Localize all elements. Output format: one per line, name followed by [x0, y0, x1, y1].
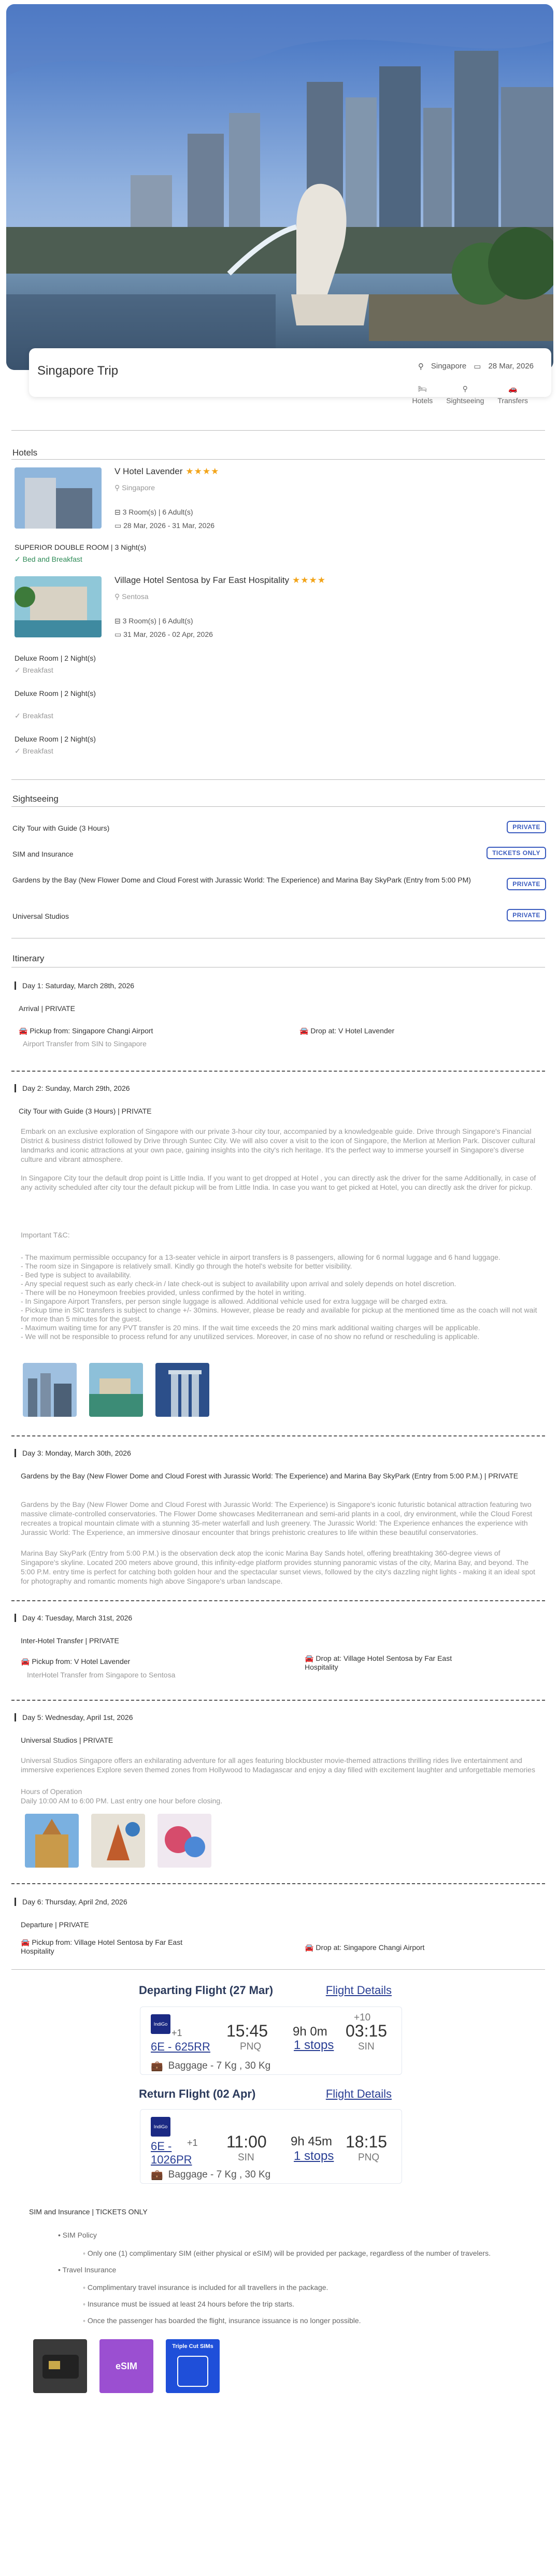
flight-duration: 9h 45m	[291, 2134, 333, 2148]
flight-details-link[interactable]: Flight Details	[325, 1984, 392, 1997]
divider	[11, 430, 545, 431]
tour-photo	[89, 1363, 143, 1417]
arrival-code: SIN	[358, 2041, 375, 2052]
return-flight-card	[140, 2109, 402, 2184]
hotels-heading: Hotels	[12, 448, 38, 458]
flight-heading: Return Flight (02 Apr)	[139, 2087, 256, 2100]
divider	[11, 1969, 545, 1970]
sim-insurance-title: SIM and Insurance | TICKETS ONLY	[29, 2208, 148, 2216]
car-icon: 🚗	[508, 385, 518, 393]
calendar-icon: ▭	[474, 362, 481, 371]
drop: 🚘 Drop at: V Hotel Lavender	[299, 1027, 395, 1035]
divider	[11, 779, 545, 780]
hotel-image	[15, 467, 102, 529]
flight-duration: 9h 0m	[293, 2025, 327, 2039]
pickup: 🚘 Pickup from: Village Hotel Sentosa by Far East Hospitality	[21, 1938, 183, 1955]
sim-policy-label: • SIM Policy	[58, 2231, 97, 2239]
check-icon: ✓	[15, 711, 23, 720]
pickup: 🚘 Pickup from: Singapore Changi Airport	[19, 1027, 153, 1035]
departing-flight-header	[139, 1984, 392, 1999]
activity-photo	[91, 1814, 145, 1868]
hotel-name: V Hotel Lavender ★★★★	[115, 466, 220, 476]
baggage: 💼 Baggage - 7 Kg , 30 Kg	[151, 2060, 271, 2072]
car-icon: 🚘	[305, 1654, 316, 1662]
arrival-time: 03:15	[346, 2022, 388, 2040]
car-icon: 🚘	[21, 1657, 32, 1666]
included-services	[412, 385, 528, 405]
meal-plan: ✓ Breakfast	[15, 666, 53, 674]
day-divider	[11, 1883, 545, 1884]
service-sightseeing: ⚲ Sightseeing	[446, 385, 484, 405]
tour-photo	[23, 1363, 77, 1417]
star-rating: ★★★★	[185, 466, 220, 476]
hero-image	[6, 4, 553, 370]
location-pin-icon: ⚲	[115, 592, 122, 601]
bed-icon: ⊟	[115, 617, 123, 625]
activity-photo	[158, 1814, 211, 1868]
activity-title: Universal Studios | PRIVATE	[21, 1736, 113, 1744]
room-type: Deluxe Room | 2 Night(s)	[15, 654, 96, 662]
hotel-area: ⚲ Sentosa	[115, 592, 149, 601]
room-type: SUPERIOR DOUBLE ROOM | 3 Night(s)	[15, 543, 147, 551]
itinerary-heading: Itinerary	[12, 953, 45, 963]
private-badge: PRIVATE	[507, 909, 546, 921]
stops-link[interactable]: 1 stops	[294, 2038, 334, 2052]
day-divider	[11, 1435, 545, 1436]
service-transfers: 🚗 Transfers	[497, 385, 528, 405]
departure-code: PNQ	[240, 2041, 262, 2052]
insurance-item: ◦ Complimentary travel insurance is included for all travellers in the package.	[83, 2283, 328, 2292]
day-divider	[11, 1071, 545, 1072]
day-label: Day 1: Saturday, March 28th, 2026	[15, 981, 134, 990]
check-icon: ✓	[15, 666, 23, 674]
bed-icon: ⊟	[115, 508, 123, 516]
departure-time: 15:45	[226, 2022, 268, 2040]
activity-title: Departure | PRIVATE	[21, 1920, 89, 1929]
transfer-note: InterHotel Transfer from Singapore to Sentosa	[27, 1671, 176, 1679]
flight-heading: Departing Flight (27 Mar)	[139, 1984, 274, 1997]
car-icon: 🚘	[21, 1938, 32, 1946]
activity-note: In Singapore City tour the default drop point is Little India. If you want to get dropped at Hotel , you can directly ask the driver for the same Additionally, in case of any activity scheduled after city tour the default pickup will be from Little India. In case you want to get picked at Hotel, you can directly ask the driver for pickup.	[21, 1174, 536, 1191]
pickup: 🚘 Pickup from: V Hotel Lavender	[21, 1657, 131, 1666]
day-label: Day 3: Monday, March 30th, 2026	[15, 1449, 131, 1457]
plus-day: +1	[171, 2028, 182, 2038]
day-divider	[11, 1600, 545, 1601]
insurance-item: ◦ Insurance must be issued at least 24 hours before the trip starts.	[83, 2300, 295, 2308]
meal-plan: ✓ Breakfast	[15, 711, 53, 720]
day-label: Day 2: Sunday, March 29th, 2026	[15, 1084, 130, 1092]
day-label: Day 5: Wednesday, April 1st, 2026	[15, 1713, 133, 1721]
location-pin-icon: ⚲	[115, 483, 122, 492]
hotel-dates: ▭ 28 Mar, 2026 - 31 Mar, 2026	[115, 521, 215, 530]
day-label: Day 6: Thursday, April 2nd, 2026	[15, 1898, 127, 1906]
private-badge: PRIVATE	[507, 878, 546, 890]
meal-plan: ✓ Bed and Breakfast	[15, 555, 82, 563]
room-type: Deluxe Room | 2 Night(s)	[15, 735, 96, 743]
divider	[11, 459, 545, 460]
room-type: Deluxe Room | 2 Night(s)	[15, 689, 96, 698]
hotel-name: Village Hotel Sentosa by Far East Hospitality ★★★★	[115, 575, 326, 585]
activity-description: Gardens by the Bay (New Flower Dome and Cloud Forest with Jurassic World: The Experience) is Singapore's iconic futuristic botanical attraction featuring two massive climate-controlled conservatories. The Flower Dome showcases Mediterranean and semi-arid plants in a cool, dry environment, while the Cloud Forest recreates a tropical mountain climate with a stunning 35-meter waterfall and lush greenery. The Jurassic World: The Experience enhances the experience with Jurassic World: The Experience, an immersive dinosaur encounter that brings prehistoric creatures to life within these beautiful conservatories.	[21, 1500, 533, 1536]
indigo-logo: IndiGo	[151, 2014, 170, 2034]
triple-cut-sim-image: Triple Cut SIMs	[166, 2339, 220, 2393]
hours: Daily 10:00 AM to 6:00 PM. Last entry one hour before closing.	[21, 1797, 223, 1805]
divider	[11, 806, 545, 807]
sightseeing-heading: Sightseeing	[12, 794, 59, 804]
return-flight-header	[139, 2087, 392, 2103]
location-pin-icon: ⚲	[418, 362, 424, 371]
day-offset: +10	[354, 2012, 371, 2023]
hotel-area: ⚲ Singapore	[115, 483, 155, 492]
arrival-code: PNQ	[358, 2152, 380, 2163]
bed-icon: 🛏	[418, 385, 427, 393]
activity-title: City Tour with Guide (3 Hours) | PRIVATE	[19, 1107, 152, 1115]
day-divider	[11, 1700, 545, 1701]
sightseeing-item: Gardens by the Bay (New Flower Dome and Cloud Forest with Jurassic World: The Experience) and Marina Bay SkyPark (Entry from 5:00 PM) PRIVATE	[12, 875, 546, 885]
esim-image: eSIM	[99, 2339, 153, 2393]
calendar-icon: ▭	[115, 630, 124, 638]
departing-flight-card	[140, 2006, 402, 2075]
tickets-only-badge: TICKETS ONLY	[487, 847, 546, 859]
hotel-rooms: ⊟ 3 Room(s) | 6 Adult(s)	[115, 508, 193, 516]
tc-list: - The maximum permissible occupancy for a 13-seater vehicle in airport transfers is 8 passengers, allowing for 6 normal luggage and 6 hand luggage. - The room size in Singapore is relatively small. Kindly go through the hotel's website for better visibility. - Bed type is subject to availability. - Any special request such as early check-in / late check-out is subject to availability upon arrival and solely depends on hotel discretion. - There will be no Honeymoon freebies provided, unless confirmed by the hotel in writing. - In Singapore Airport Transfers, per person single luggage is allowed. Additional vehicle used for extra luggage will be charged extra. - Pickup time in SIC transfers is subject to change +/- 30mins. However, please be ready and available for pickup at the mentioned time as the coach will not wait for more than 5 minutes for the guest. - Maximum waiting time for any PVT transfer is 20 mins. If the wait time exceeds the 20 mins mark additional waiting charges will be applicable. - We will not be responsible to process refund for any unutilized services. Moreover, in case of no show no refund or rescheduling is applicable.	[21, 1253, 537, 1341]
tour-photo	[155, 1363, 209, 1417]
activity-photo	[25, 1814, 79, 1868]
activity-description: Universal Studios Singapore offers an exhilarating adventure for all ages featuring blockbuster movie-themed attractions thrilling rides live entertainment and immersive experiences Explore seven themed zones from Hollywood to Madagascar and enjoy a day filled with excitement laughter and unforgettable memories	[21, 1756, 535, 1774]
hours-label: Hours of Operation	[21, 1787, 82, 1796]
service-hotels: 🛏 Hotels	[412, 385, 433, 405]
binoculars-icon: ⚲	[462, 385, 468, 393]
activity-description: Marina Bay SkyPark (Entry from 5:00 P.M.) is the observation deck atop the iconic Marina Bay Sands hotel, offering breathtaking 360-degree views of Singapore's skyline. Located 200 meters above ground, this infinity-edge platform provides stunning panoramic vistas of the city, Marina Bay, and beyond. The 5:00 P.M. entry time is perfect for catching both golden hour and the spectacular sunset views, followed by the city's dazzling night lights - making it an ideal spot for photography and romantic moments high above Singapore's urban landscape.	[21, 1549, 536, 1585]
insurance-item: ◦ Once the passenger has boarded the flight, insurance issuance is no longer possible.	[83, 2316, 361, 2325]
star-rating: ★★★★	[292, 575, 326, 585]
sightseeing-item: Universal Studios PRIVATE	[12, 912, 546, 920]
check-icon: ✓	[15, 747, 23, 755]
private-badge: PRIVATE	[507, 821, 546, 833]
drop: 🚘 Drop at: Village Hotel Sentosa by Far East Hospitality	[305, 1654, 452, 1671]
trip-date: 28 Mar, 2026	[488, 362, 534, 371]
departure-code: SIN	[238, 2152, 254, 2163]
indigo-logo: IndiGo	[151, 2117, 170, 2137]
trip-title: Singapore Trip	[37, 364, 119, 378]
car-icon: 🚘	[19, 1027, 30, 1035]
sim-policy-item: ◦ Only one (1) complimentary SIM (either physical or eSIM) will be provided per package, regardless of the number of travelers.	[83, 2249, 491, 2257]
activity-title: Inter-Hotel Transfer | PRIVATE	[21, 1636, 119, 1645]
drop: 🚘 Drop at: Singapore Changi Airport	[305, 1943, 425, 1952]
flight-number: 6E - 625RR	[151, 2040, 210, 2053]
trip-location: Singapore	[431, 362, 467, 371]
hotel-rooms: ⊟ 3 Room(s) | 6 Adult(s)	[115, 617, 193, 625]
day-label: Day 4: Tuesday, March 31st, 2026	[15, 1614, 132, 1622]
departure-time: 11:00	[226, 2132, 267, 2151]
hotel-dates: ▭ 31 Mar, 2026 - 02 Apr, 2026	[115, 630, 213, 638]
sightseeing-item: SIM and Insurance TICKETS ONLY	[12, 850, 546, 858]
tc-heading: Important T&C:	[21, 1231, 70, 1239]
travel-insurance-label: • Travel Insurance	[58, 2266, 117, 2274]
check-icon: ✓	[15, 555, 23, 563]
baggage: 💼 Baggage - 7 Kg , 30 Kg	[151, 2169, 271, 2181]
luggage-icon: 💼	[151, 2170, 163, 2181]
car-icon: 🚘	[299, 1027, 311, 1035]
stops-link[interactable]: 1 stops	[294, 2149, 334, 2163]
flight-number: 6E - 1026PR	[151, 2140, 192, 2166]
transfer-note: Airport Transfer from SIN to Singapore	[23, 1040, 147, 1048]
activity-title: Gardens by the Bay (New Flower Dome and Cloud Forest with Jurassic World: The Experience) and Marina Bay SkyPark (Entry from 5:00 P.M.) | PRIVATE	[21, 1472, 519, 1480]
sim-card-photo	[33, 2339, 87, 2393]
sightseeing-item: City Tour with Guide (3 Hours) PRIVATE	[12, 824, 546, 832]
car-icon: 🚘	[305, 1943, 316, 1952]
flight-details-link[interactable]: Flight Details	[325, 2087, 392, 2100]
hotel-image	[15, 576, 102, 637]
arrival-time: 18:15	[346, 2132, 388, 2151]
luggage-icon: 💼	[151, 2061, 163, 2072]
meal-plan: ✓ Breakfast	[15, 747, 53, 755]
trip-meta	[418, 362, 534, 371]
calendar-icon: ▭	[115, 521, 124, 530]
activity-title: Arrival | PRIVATE	[19, 1004, 75, 1013]
plus-day: +1	[187, 2138, 198, 2148]
activity-description: Embark on an exclusive exploration of Singapore with our private 3-hour city tour, accompanied by a knowledgeable guide. Drive through Singapore's Financial District & business district followed by Drive through Suntec City. We will also cover a visit to the icon of Singapore, the Merlion at Merlion Park. Discover cultural landmarks and iconic attractions at your own pace, gaining insights into the city's rich heritage. It's the perfect way to immerse yourself in Singapore's diverse culture and vibrant atmosphere.	[21, 1127, 536, 1163]
